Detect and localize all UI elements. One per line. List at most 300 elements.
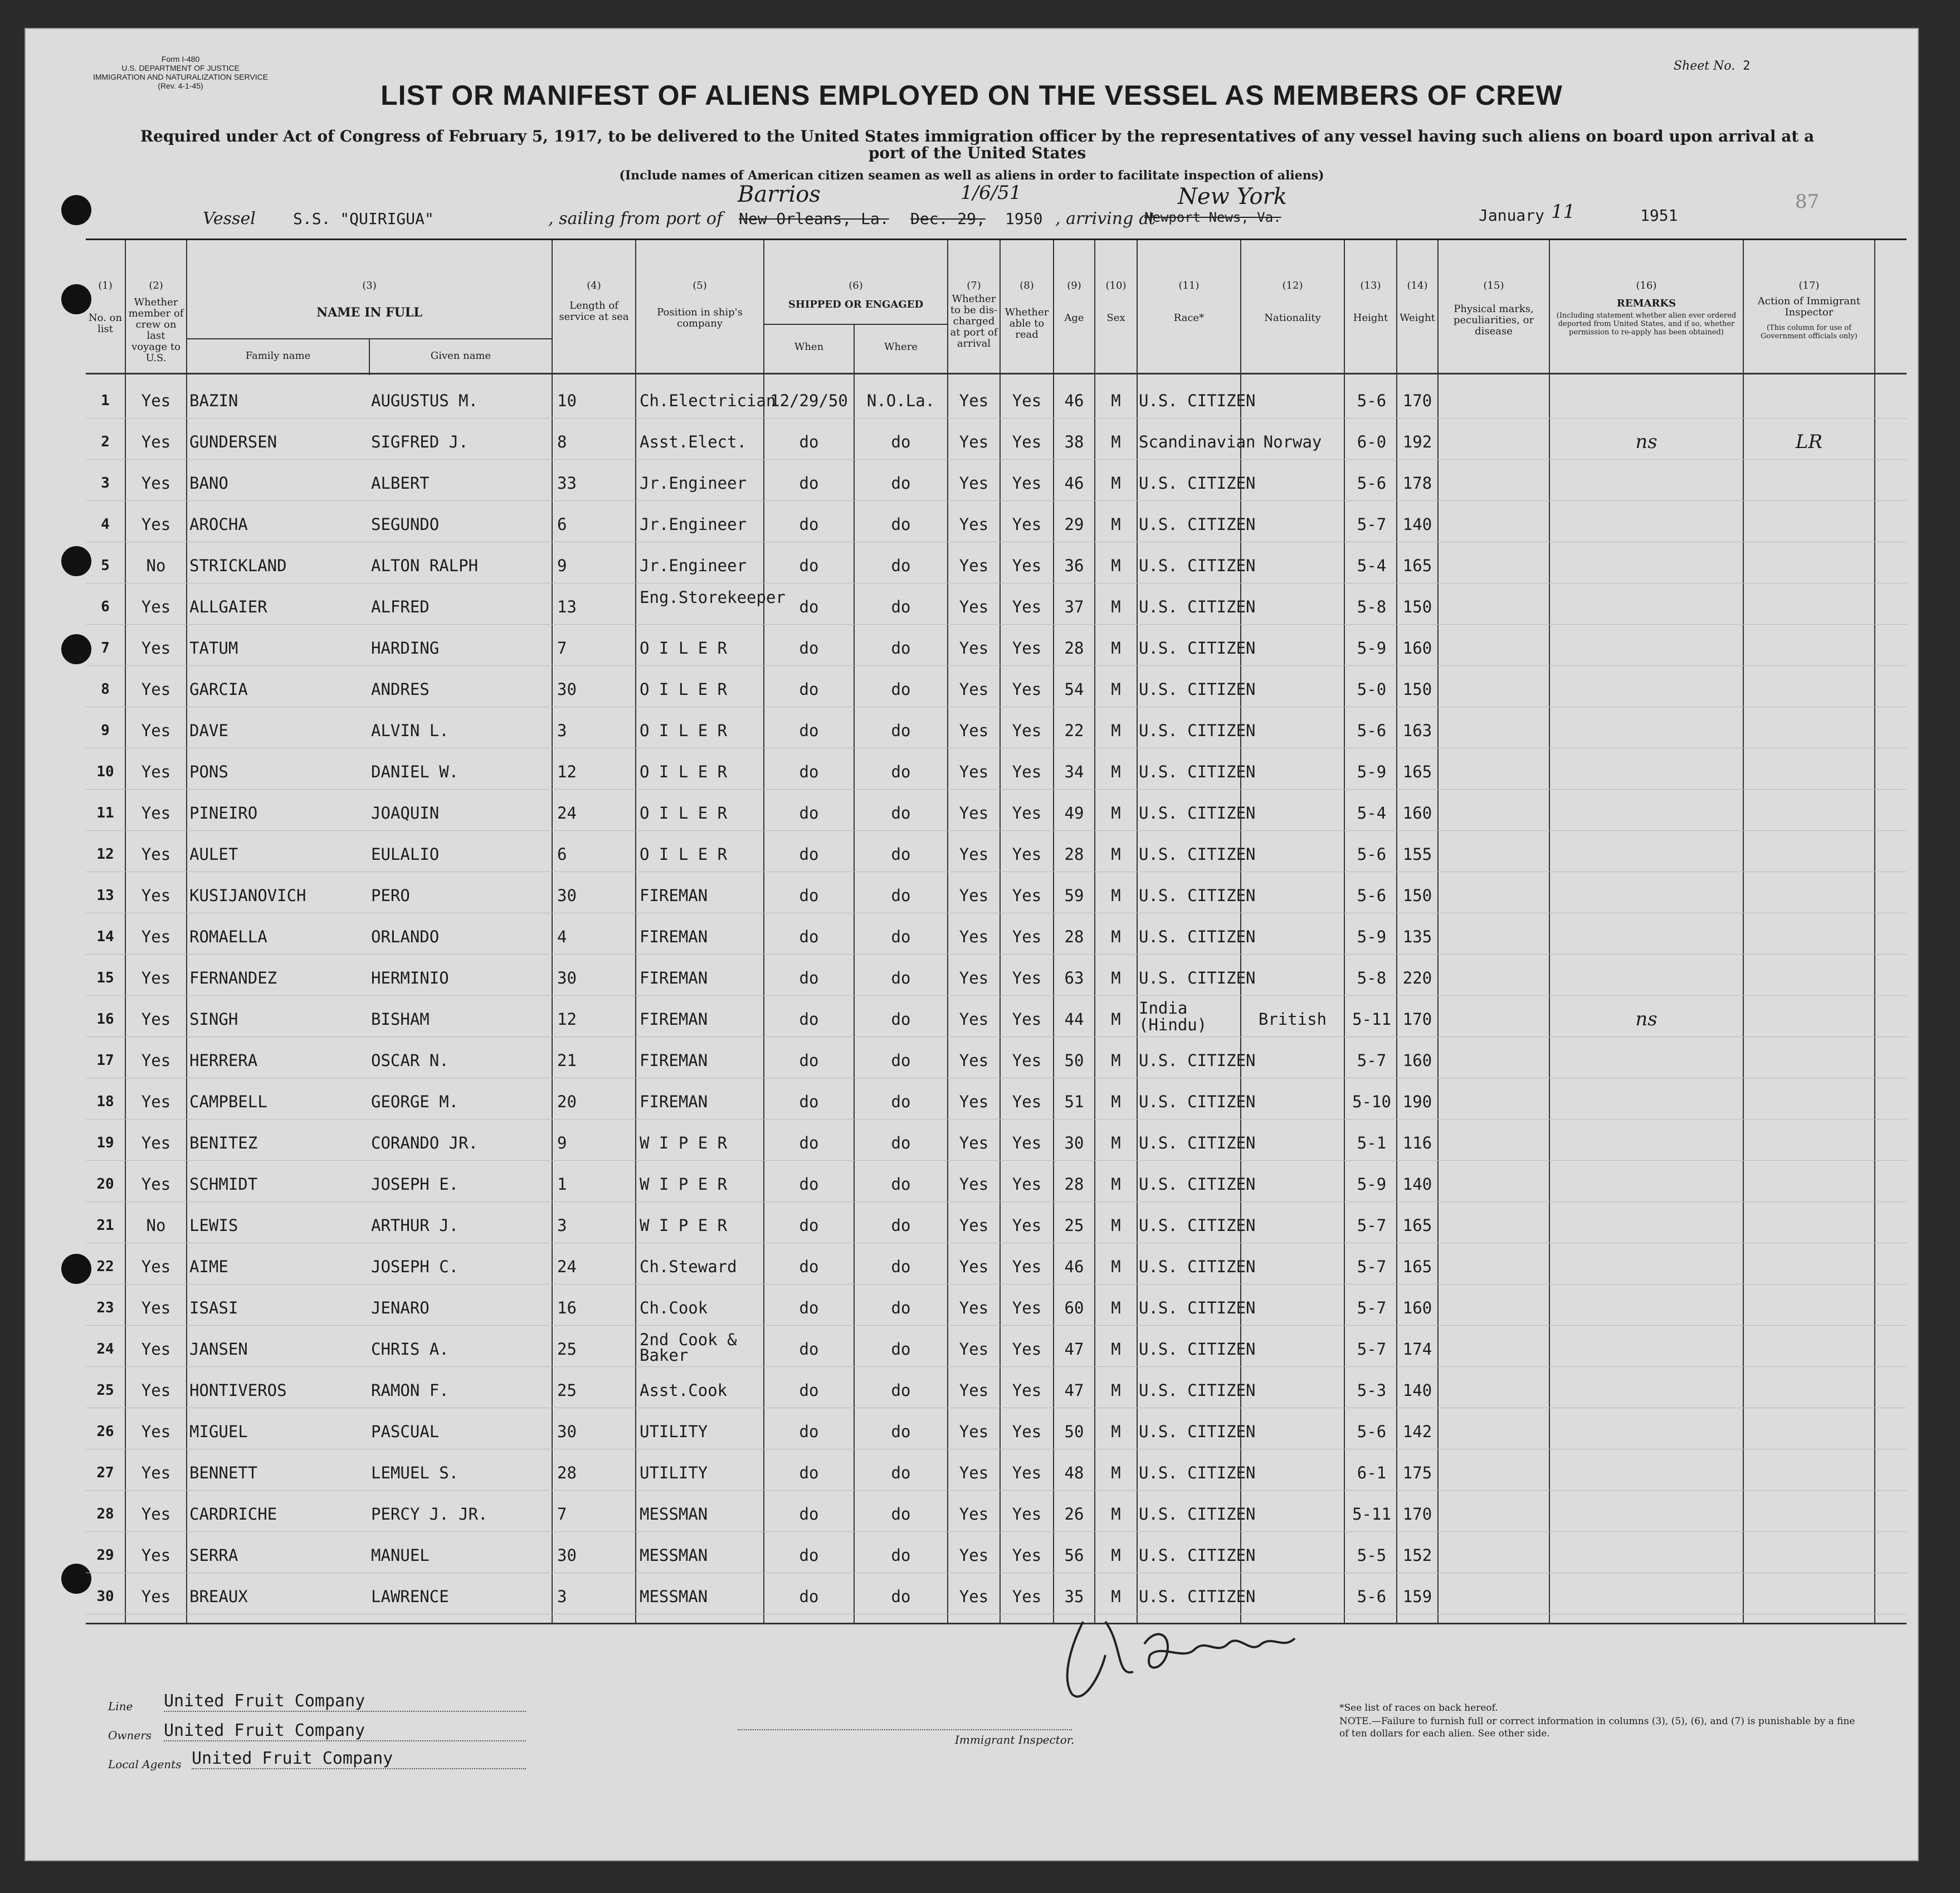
col-shipped: SHIPPED OR ENGAGED (788, 299, 924, 310)
cell-race: U.S. CITIZEN (1139, 1298, 1256, 1317)
cell-when: do (799, 556, 819, 575)
cell-given: ORLANDO (371, 927, 440, 946)
cell-weight: 135 (1402, 927, 1432, 946)
cell-service: 24 (557, 1257, 577, 1276)
cell-service: 30 (557, 1546, 577, 1565)
cell-read: Yes (1012, 1133, 1042, 1152)
cell-weight: 175 (1402, 1463, 1432, 1482)
cell-service: 7 (557, 1505, 567, 1524)
cell-member: Yes (141, 639, 171, 658)
cell-read: Yes (1012, 639, 1042, 658)
cell-member: Yes (141, 1505, 171, 1524)
cell-weight: 142 (1402, 1422, 1432, 1441)
cell-position: MESSMAN (640, 1505, 708, 1524)
col-num-13: (13) (1360, 280, 1381, 291)
cell-disch: Yes (959, 432, 989, 451)
cell-position: FIREMAN (640, 1092, 708, 1111)
cell-no: 15 (96, 970, 114, 986)
arrival-day: 11 (1551, 201, 1576, 223)
cell-given: PERCY J. JR. (371, 1505, 488, 1524)
cell-disch: Yes (959, 721, 989, 740)
cell-member: Yes (141, 721, 171, 740)
cell-read: Yes (1012, 845, 1042, 864)
cell-service: 16 (557, 1298, 577, 1317)
cell-service: 3 (557, 1216, 567, 1235)
cell-member: Yes (141, 391, 171, 410)
port-struck: New Orleans, La. (739, 210, 889, 228)
cell-where: do (891, 1463, 911, 1482)
cell-position: O I L E R (640, 845, 728, 864)
cell-read: Yes (1012, 1092, 1042, 1111)
cell-height: 5-4 (1357, 556, 1387, 575)
col-weight: Weight (1400, 312, 1435, 324)
cell-given: SEGUNDO (371, 515, 440, 534)
table-row (86, 1205, 1907, 1246)
cell-when: do (799, 1505, 819, 1524)
cell-height: 5-7 (1357, 1051, 1387, 1070)
cell-given: ALBERT (371, 474, 430, 493)
col-height: Height (1353, 312, 1388, 324)
table-row (86, 380, 1907, 421)
col-num-7: (7) (967, 280, 981, 291)
cell-weight: 152 (1402, 1546, 1432, 1565)
date-written: 1/6/51 (961, 182, 1022, 204)
cell-age: 60 (1064, 1298, 1084, 1317)
cell-weight: 170 (1402, 1505, 1432, 1524)
cell-member: Yes (141, 1422, 171, 1441)
year-struck: 1950 (1005, 210, 1043, 228)
cell-sex: M (1111, 639, 1121, 658)
cell-race: U.S. CITIZEN (1139, 1216, 1256, 1235)
cell-race: U.S. CITIZEN (1139, 1381, 1256, 1400)
cell-position: MESSMAN (640, 1546, 708, 1565)
cell-action: LR (1795, 431, 1823, 453)
cell-weight: 140 (1402, 1381, 1432, 1400)
cell-no: 25 (96, 1382, 114, 1399)
cell-weight: 192 (1402, 432, 1432, 451)
cell-when: do (799, 1133, 819, 1152)
cell-race: U.S. CITIZEN (1139, 804, 1256, 823)
cell-age: 54 (1064, 680, 1084, 699)
table-row (86, 1493, 1907, 1535)
cell-disch: Yes (959, 597, 989, 616)
cell-family: SERRA (189, 1546, 238, 1565)
cell-family: PINEIRO (189, 804, 258, 823)
cell-read: Yes (1012, 1422, 1042, 1441)
cell-no: 21 (96, 1217, 114, 1234)
cell-position: FIREMAN (640, 927, 708, 946)
cell-family: KUSIJANOVICH (189, 886, 306, 905)
cell-given: ARTHUR J. (371, 1216, 459, 1235)
cell-age: 28 (1064, 1175, 1084, 1194)
form-ref-line: (Rev. 4-1-45) (158, 81, 203, 90)
cell-age: 44 (1064, 1010, 1084, 1029)
cell-where: do (891, 1381, 911, 1400)
col-name-in-full: NAME IN FULL (316, 305, 422, 320)
row-rule (86, 624, 1907, 625)
cell-where: do (891, 927, 911, 946)
agents-value: United Fruit Company (192, 1749, 526, 1769)
cell-when: do (799, 1340, 819, 1359)
stamp-number: 87 (1795, 191, 1820, 213)
cell-sex: M (1111, 1422, 1121, 1441)
cell-weight: 160 (1402, 804, 1432, 823)
cell-where: do (891, 1257, 911, 1276)
cell-where: do (891, 1216, 911, 1235)
cell-where: do (891, 1340, 911, 1359)
cell-weight: 165 (1402, 556, 1432, 575)
sailing-label: , sailing from port of (548, 209, 723, 228)
cell-given: ALFRED (371, 597, 430, 616)
cell-when: do (799, 474, 819, 493)
cell-read: Yes (1012, 680, 1042, 699)
cell-age: 46 (1064, 1257, 1084, 1276)
cell-given: HERMINIO (371, 969, 449, 987)
cell-weight: 220 (1402, 969, 1432, 987)
cell-service: 30 (557, 969, 577, 987)
table-row (86, 669, 1907, 710)
cell-member: Yes (141, 597, 171, 616)
cell-where: do (891, 845, 911, 864)
cell-no: 19 (96, 1135, 114, 1151)
cell-family: MIGUEL (189, 1422, 248, 1441)
cell-service: 9 (557, 1133, 567, 1152)
sheet-number-value: 2 (1743, 59, 1751, 73)
table-row (86, 834, 1907, 875)
form-ref-line: U.S. DEPARTMENT OF JUSTICE (121, 64, 240, 72)
cell-read: Yes (1012, 515, 1042, 534)
cell-given: EULALIO (371, 845, 440, 864)
col-num-8: (8) (1020, 280, 1034, 291)
cell-when: do (799, 969, 819, 987)
cell-when: do (799, 1463, 819, 1482)
cell-service: 33 (557, 474, 577, 493)
cell-where: do (891, 1092, 911, 1111)
col-num-11: (11) (1178, 280, 1200, 291)
cell-no: 3 (101, 475, 110, 492)
cell-position: Asst.Elect. (640, 432, 747, 451)
cell-disch: Yes (959, 1298, 989, 1317)
cell-where: do (891, 804, 911, 823)
cell-sex: M (1111, 762, 1121, 781)
cell-disch: Yes (959, 1175, 989, 1194)
cell-when: do (799, 1546, 819, 1565)
col-num-6: (6) (849, 280, 863, 291)
cell-no: 9 (101, 722, 110, 739)
cell-member: Yes (141, 515, 171, 534)
cell-age: 46 (1064, 391, 1084, 410)
cell-service: 8 (557, 432, 567, 451)
col-num-9: (9) (1067, 280, 1081, 291)
col-num-1: (1) (98, 280, 113, 291)
cell-family: ISASI (189, 1298, 238, 1317)
cell-age: 47 (1064, 1381, 1084, 1400)
cell-member: Yes (141, 927, 171, 946)
cell-when: do (799, 1381, 819, 1400)
cell-position: O I L E R (640, 680, 728, 699)
cell-race: U.S. CITIZEN (1139, 474, 1256, 493)
cell-when: do (799, 845, 819, 864)
cell-position: Ch.Electrician (640, 391, 776, 410)
cell-where: do (891, 969, 911, 987)
col-num-2: (2) (149, 280, 163, 291)
col-nationality: Nationality (1264, 312, 1321, 324)
cell-no: 10 (96, 763, 114, 780)
cell-where: do (891, 680, 911, 699)
cell-sex: M (1111, 1051, 1121, 1070)
agents-label: Local Agents (108, 1758, 182, 1771)
col-action: Action of Immigrant Inspector (1757, 295, 1861, 318)
cell-weight: 150 (1402, 886, 1432, 905)
cell-family: AIME (189, 1257, 228, 1276)
cell-service: 3 (557, 721, 567, 740)
cell-when: do (799, 721, 819, 740)
cell-sex: M (1111, 391, 1121, 410)
cell-service: 25 (557, 1340, 577, 1359)
cell-member: No (146, 1216, 166, 1235)
cell-age: 25 (1064, 1216, 1084, 1235)
cell-position: FIREMAN (640, 1051, 708, 1070)
cell-disch: Yes (959, 639, 989, 658)
table-row (86, 1535, 1907, 1576)
cell-member: Yes (141, 1051, 171, 1070)
table-row (86, 504, 1907, 545)
arrival-struck: Newport News, Va. (1144, 210, 1281, 225)
cell-no: 17 (96, 1052, 114, 1069)
cell-age: 59 (1064, 886, 1084, 905)
cell-no: 11 (96, 805, 114, 821)
cell-race: U.S. CITIZEN (1139, 597, 1256, 616)
cell-read: Yes (1012, 391, 1042, 410)
cell-family: TATUM (189, 639, 238, 658)
cell-nat: Norway (1263, 432, 1322, 451)
table-row (86, 792, 1907, 834)
cell-position: Asst.Cook (640, 1381, 728, 1400)
cell-read: Yes (1012, 1381, 1042, 1400)
cell-height: 5-9 (1357, 639, 1387, 658)
cell-family: SCHMIDT (189, 1175, 258, 1194)
cell-age: 47 (1064, 1340, 1084, 1359)
cell-given: PERO (371, 886, 410, 905)
cell-read: Yes (1012, 762, 1042, 781)
cell-race: U.S. CITIZEN (1139, 1175, 1256, 1194)
cell-when: do (799, 639, 819, 658)
races-note: *See list of races on back hereof. (1339, 1702, 1498, 1714)
table-row (86, 1452, 1907, 1493)
cell-read: Yes (1012, 969, 1042, 987)
owners-value: United Fruit Company (164, 1721, 526, 1741)
cell-age: 28 (1064, 927, 1084, 946)
cell-given: HARDING (371, 639, 440, 658)
cell-service: 30 (557, 680, 577, 699)
cell-given: PASCUAL (371, 1422, 440, 1441)
cell-age: 28 (1064, 845, 1084, 864)
row-rule (86, 1490, 1907, 1491)
manifest-sheet (25, 28, 1919, 1861)
cell-weight: 116 (1402, 1133, 1432, 1152)
cell-race: U.S. CITIZEN (1139, 391, 1256, 410)
cell-age: 29 (1064, 515, 1084, 534)
cell-disch: Yes (959, 1381, 989, 1400)
cell-service: 13 (557, 597, 577, 616)
punch-hole (61, 195, 91, 225)
col-num-12: (12) (1282, 280, 1303, 291)
cell-race: U.S. CITIZEN (1139, 1546, 1256, 1565)
cell-given: SIGFRED J. (371, 432, 469, 451)
line-value: United Fruit Company (164, 1691, 526, 1712)
form-ref-line: Form I-480 (161, 55, 200, 64)
cell-disch: Yes (959, 1216, 989, 1235)
cell-read: Yes (1012, 1216, 1042, 1235)
row-rule (86, 1325, 1907, 1326)
cell-member: Yes (141, 1010, 171, 1029)
cell-member: Yes (141, 1546, 171, 1565)
cell-service: 6 (557, 515, 567, 534)
cell-family: AROCHA (189, 515, 248, 534)
cell-disch: Yes (959, 886, 989, 905)
cell-no: 16 (96, 1011, 114, 1028)
cell-sex: M (1111, 1505, 1121, 1524)
cell-position: 2nd Cook & Baker (640, 1330, 737, 1365)
row-rule (86, 1366, 1907, 1367)
cell-service: 4 (557, 927, 567, 946)
row-rule (86, 1036, 1907, 1037)
cell-no: 7 (101, 640, 110, 656)
cell-disch: Yes (959, 1133, 989, 1152)
cell-race: U.S. CITIZEN (1139, 1422, 1256, 1441)
row-rule (86, 665, 1907, 666)
cell-family: GARCIA (189, 680, 248, 699)
cell-member: Yes (141, 1175, 171, 1194)
cell-family: ALLGAIER (189, 597, 267, 616)
cell-height: 6-1 (1357, 1463, 1387, 1482)
cell-height: 5-0 (1357, 680, 1387, 699)
cell-where: do (891, 639, 911, 658)
cell-where: do (891, 1422, 911, 1441)
row-rule (86, 1201, 1907, 1202)
cell-family: AULET (189, 845, 238, 864)
cell-age: 28 (1064, 639, 1084, 658)
table-row (86, 421, 1907, 463)
cell-sex: M (1111, 1133, 1121, 1152)
cell-no: 24 (96, 1341, 114, 1357)
cell-disch: Yes (959, 1010, 989, 1029)
cell-age: 36 (1064, 556, 1084, 575)
cell-no: 18 (96, 1093, 114, 1110)
cell-member: Yes (141, 1298, 171, 1317)
cell-position: Jr.Engineer (640, 556, 747, 575)
cell-disch: Yes (959, 1463, 989, 1482)
cell-weight: 170 (1402, 391, 1432, 410)
cell-height: 5-9 (1357, 927, 1387, 946)
cell-read: Yes (1012, 721, 1042, 740)
arrival-year: 1951 (1640, 206, 1678, 225)
cell-race: U.S. CITIZEN (1139, 1463, 1256, 1482)
cell-when: do (799, 804, 819, 823)
cell-when: do (799, 1298, 819, 1317)
table-bottom-rule (86, 1623, 1907, 1624)
cell-read: Yes (1012, 1546, 1042, 1565)
cell-sex: M (1111, 680, 1121, 699)
cell-when: do (799, 597, 819, 616)
owners-label: Owners (108, 1729, 152, 1742)
cell-age: 34 (1064, 762, 1084, 781)
col-remarks: REMARKS (1616, 298, 1676, 309)
col-num-5: (5) (693, 280, 707, 291)
col-sex: Sex (1106, 312, 1125, 324)
cell-when: do (799, 1257, 819, 1276)
col-num-3: (3) (362, 280, 377, 291)
cell-weight: 159 (1402, 1587, 1432, 1606)
cell-height: 5-11 (1352, 1505, 1391, 1524)
cell-no: 6 (101, 598, 110, 615)
table-row (86, 1040, 1907, 1081)
cell-when: do (799, 515, 819, 534)
col-num-4: (4) (587, 280, 601, 291)
cell-race: U.S. CITIZEN (1139, 680, 1256, 699)
cell-member: Yes (141, 1340, 171, 1359)
cell-age: 30 (1064, 1133, 1084, 1152)
table-row (86, 1576, 1907, 1617)
col-given-name: Given name (430, 350, 491, 362)
cell-height: 5-9 (1357, 1175, 1387, 1194)
table-row (86, 627, 1907, 669)
cell-sex: M (1111, 1175, 1121, 1194)
cell-weight: 165 (1402, 762, 1432, 781)
row-rule (86, 459, 1907, 460)
cell-position: FIREMAN (640, 886, 708, 905)
cell-no: 29 (96, 1547, 114, 1564)
cell-sex: M (1111, 927, 1121, 946)
cell-disch: Yes (959, 515, 989, 534)
cell-height: 5-6 (1357, 721, 1387, 740)
cell-weight: 165 (1402, 1216, 1432, 1235)
cell-no: 28 (96, 1506, 114, 1522)
cell-age: 38 (1064, 432, 1084, 451)
table-row (86, 1122, 1907, 1164)
cell-where: do (891, 1051, 911, 1070)
cell-when: do (799, 1010, 819, 1029)
cell-sex: M (1111, 1463, 1121, 1482)
row-rule (86, 789, 1907, 790)
cell-height: 5-4 (1357, 804, 1387, 823)
cell-race: U.S. CITIZEN (1139, 639, 1256, 658)
cell-disch: Yes (959, 762, 989, 781)
cell-family: BAZIN (189, 391, 238, 410)
required-statement: Required under Act of Congress of February 5, 1917, to be delivered to the United States immigration officer by the representatives of any vessel having such aliens on board upon arrival at a port of the United States (140, 127, 1815, 162)
cell-sex: M (1111, 1257, 1121, 1276)
cell-no: 5 (101, 557, 110, 574)
cell-race: Scandinavian (1139, 432, 1256, 451)
row-rule (86, 1119, 1907, 1120)
cell-member: No (146, 556, 166, 575)
cell-weight: 150 (1402, 597, 1432, 616)
col-read: Whether able to read (1005, 306, 1049, 340)
cell-family: CAMPBELL (189, 1092, 267, 1111)
cell-age: 51 (1064, 1092, 1084, 1111)
cell-read: Yes (1012, 1257, 1042, 1276)
cell-position: UTILITY (640, 1463, 708, 1482)
cell-service: 6 (557, 845, 567, 864)
col-physical: Physical marks, peculiarities, or disease (1453, 303, 1534, 337)
cell-given: GEORGE M. (371, 1092, 459, 1111)
col-where: Where (884, 341, 918, 353)
cell-where: do (891, 1587, 911, 1606)
cell-given: JENARO (371, 1298, 430, 1317)
cell-disch: Yes (959, 927, 989, 946)
cell-height: 5-6 (1357, 391, 1387, 410)
cell-read: Yes (1012, 1010, 1042, 1029)
